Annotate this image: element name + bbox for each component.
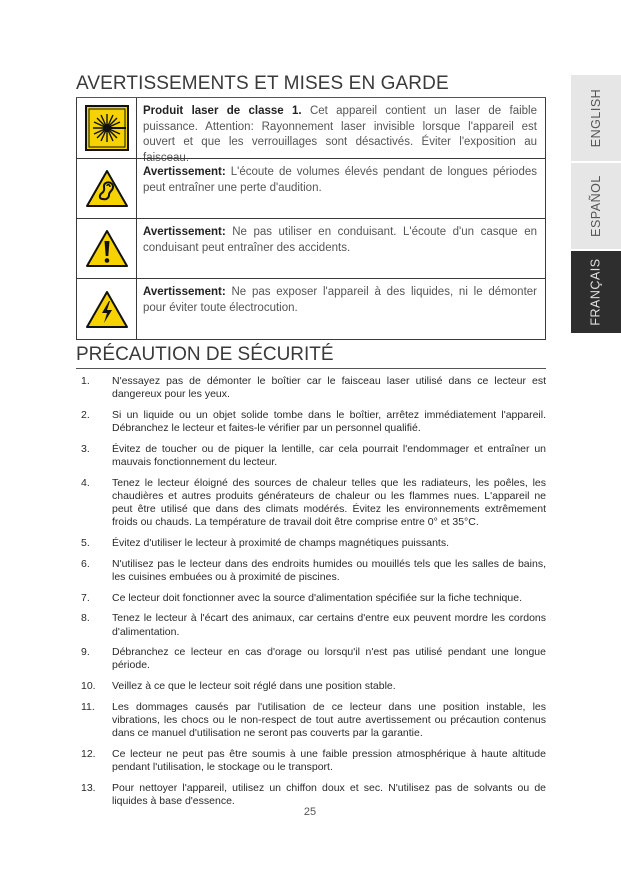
item-text: Ce lecteur doit fonctionner avec la source d'alimentation spécifiée sur la fiche technique. (112, 591, 522, 604)
item-number: 13. (81, 781, 96, 794)
item-number: 9. (81, 646, 90, 659)
list-item (76, 612, 546, 638)
item-number: 8. (81, 612, 90, 625)
item-text: Pour nettoyer l'appareil, utilisez un chiffon doux et sec. N'utilisez pas de solvants ou de liquides à base d'essence. (112, 781, 546, 808)
warning-body: Ne pas exposer l'appareil à des liquides, ni le démonter pour éviter toute électrocution. (143, 286, 537, 314)
warning-text (143, 104, 537, 166)
item-number: 2. (81, 408, 90, 421)
item-number: 11. (81, 700, 95, 713)
item-number: 3. (81, 442, 90, 455)
item-text: Tenez le lecteur à l'écart des animaux, car certains d'entre eux peuvent mordre les cordons d'alimentation. (112, 612, 546, 638)
list-item (76, 680, 546, 693)
list-item (76, 782, 546, 808)
warning-label: Produit laser de classe 1. (143, 105, 302, 117)
item-number: 5. (81, 537, 90, 550)
warning-text (143, 225, 537, 256)
icon-cell (77, 159, 137, 219)
tab-label: ESPAÑOL (589, 175, 603, 237)
list-item (76, 748, 546, 774)
icon-cell (77, 279, 137, 340)
list-item (76, 537, 546, 550)
item-text: Tenez le lecteur éloigné des sources de chaleur telles que les radiateurs, les poêles, les chaudières et autres produits générateurs de chaleur ou les flammes nues. L'appareil ne peut être utilisé que dans des climats modérés. Évitez les environnements extrêmement froids ou chauds. La température de travail doit être comprise entre 0° et 35°C. (112, 476, 546, 529)
warning-row-hearing (77, 158, 545, 219)
warning-text (143, 165, 537, 196)
warning-body: L'écoute de volumes élevés pendant de longues périodes peut entraîner une perte d'audition. (143, 166, 537, 194)
warnings-section-title: AVERTISSEMENTS ET MISES EN GARDE (76, 73, 449, 94)
warnings-table (76, 98, 546, 340)
item-number: 12. (81, 747, 96, 760)
warning-body: Ne pas utiliser en conduisant. L'écoute d'un casque en conduisant peut entraîner des accidents. (143, 226, 537, 254)
list-item (76, 646, 546, 672)
page-number: 25 (303, 806, 317, 818)
list-item (76, 477, 546, 530)
exclamation-warning-icon (85, 229, 129, 269)
warning-body: Cet appareil contient un laser de faible puissance. Attention: Rayonnement laser invisible lorsque l'appareil est ouvert et que les verrouillages sont désactivés. Éviter l'exposition au faisceau. (143, 105, 537, 164)
item-text: Débranchez ce lecteur en cas d'orage ou lorsqu'il n'est pas utilisé pendant une longue période. (112, 646, 546, 672)
item-text: Si un liquide ou un objet solide tombe dans le boîtier, arrêtez immédiatement l'appareil. Débranchez le lecteur et faites-le vérifier par un personnel qualifié. (112, 408, 546, 435)
warning-label: Avertissement: (143, 226, 226, 238)
warning-text (143, 285, 537, 316)
tab-label: ENGLISH (589, 88, 604, 148)
list-item (76, 375, 546, 401)
list-item (76, 409, 546, 435)
icon-cell (77, 219, 137, 279)
item-number: 4. (81, 476, 90, 489)
item-text: N'utilisez pas le lecteur dans des endroits humides ou mouillés tels que les salles de bains, les cuisines embuées ou à proximité de piscines. (112, 557, 546, 583)
tab-label: FRANÇAIS (589, 258, 604, 326)
item-text: Les dommages causés par l'utilisation de ce lecteur dans une position instable, les vibrations, les chocs ou le non-respect de tout autre avertissement ou précaution contenus dans ce manuel d'utilisation ne seront pas couverts par la garantie. (112, 700, 546, 740)
laser-warning-icon (85, 105, 129, 151)
warning-row-driving (77, 218, 545, 279)
list-item (76, 443, 546, 469)
list-item (76, 558, 546, 584)
item-text: N'essayez pas de démonter le boîtier car le faisceau laser utilisé dans ce lecteur est dangereux pour les yeux. (112, 375, 546, 401)
safety-section-title: PRÉCAUTION DE SÉCURITÉ (76, 344, 334, 365)
item-number: 10. (81, 680, 96, 693)
item-text: Évitez de toucher ou de piquer la lentille, car cela pourrait l'endommager et entraîner un mauvais fonctionnement du lecteur. (112, 442, 546, 469)
list-item (76, 592, 546, 605)
electric-shock-warning-icon (85, 290, 129, 330)
item-number: 1. (81, 375, 90, 387)
icon-cell (77, 98, 137, 158)
warning-row-electric (77, 278, 545, 340)
warning-row-laser (77, 98, 545, 164)
language-tab-espanol[interactable] (571, 163, 621, 249)
language-tab-english[interactable] (571, 75, 621, 161)
item-text: Veillez à ce que le lecteur soit réglé dans une position stable. (112, 680, 396, 693)
item-text: Ce lecteur ne peut pas être soumis à une faible pression atmosphérique à haute altitude pendant l'utilisation, le stockage ou le transport. (112, 747, 546, 774)
hearing-warning-icon (85, 169, 129, 209)
item-text: Évitez d'utiliser le lecteur à proximité de champs magnétiques puissants. (112, 537, 449, 550)
title-underline (76, 368, 546, 369)
item-number: 7. (81, 591, 90, 604)
precautions-list (76, 375, 546, 816)
warning-label: Avertissement: (143, 286, 226, 298)
item-number: 6. (81, 557, 90, 570)
warning-label: Avertissement: (143, 166, 226, 178)
list-item (76, 701, 546, 741)
language-tab-francais[interactable] (571, 251, 621, 333)
